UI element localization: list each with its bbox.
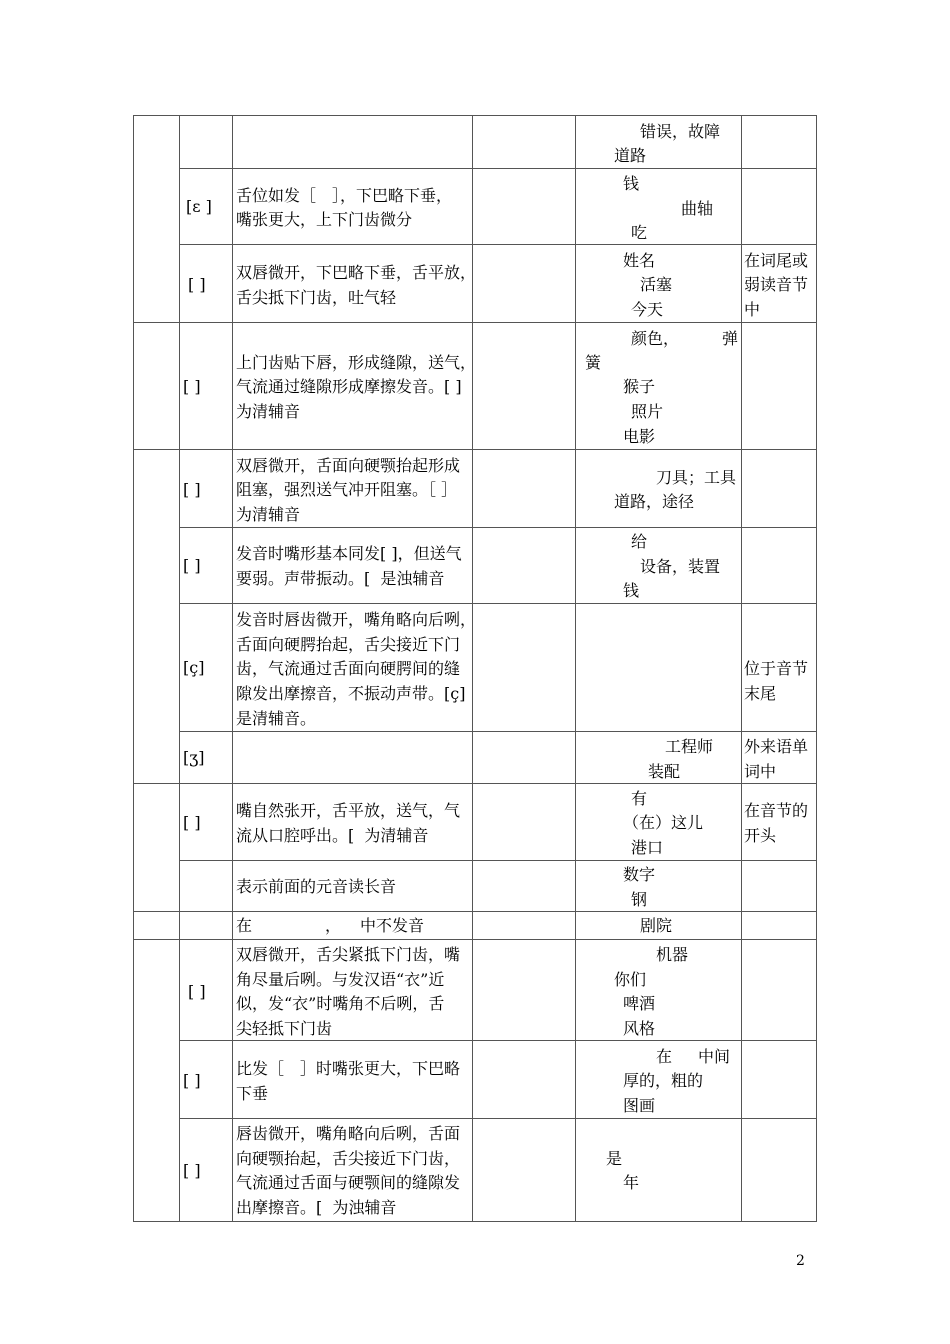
description-line: 双唇微开，舌尖紧抵下门齿，嘴 [236,945,461,964]
example-text: 猴子 [623,377,656,396]
row-divider [179,860,817,861]
table-border [133,115,134,1222]
description-line: 为清辅音 [236,505,301,524]
example-text: 钱 [623,174,640,193]
row-divider [179,603,817,604]
description-line: 发音时唇齿微开，嘴角略向后咧， [236,610,477,629]
description-line: 出摩擦音。[ 为浊辅音 [236,1198,397,1217]
note-text: 在音节的 [744,801,809,820]
example-text: 电影 [623,427,656,446]
description-line: 尖轻抵下门齿 [236,1019,333,1038]
example-text: 给 [631,532,648,551]
example-text: 装配 [648,762,681,781]
note-text: 中 [744,300,761,319]
example-text: 剧院 [640,916,673,935]
example-text: 道路，途径 [614,492,695,511]
table-divider [179,115,180,1222]
description-line: 隙发出摩擦音，不振动声带。[ç] [236,684,466,703]
table-divider [575,115,576,1222]
row-divider [133,939,817,940]
row-divider [133,449,817,450]
description-line: 为清辅音 [236,402,301,421]
note-text: 开头 [744,826,777,845]
row-divider [133,911,817,912]
phonetic-symbol: [ ] [183,377,201,396]
example-text: 颜色， [631,329,680,348]
description-line: 下垂 [236,1084,269,1103]
example-text: 啤酒 [623,994,656,1013]
description-line: 舌面向硬腭抬起，舌尖接近下门 [236,635,461,654]
example-text: 港口 [631,838,664,857]
example-text: 图画 [623,1096,656,1115]
row-divider [179,527,817,528]
note-text: 外来语单 [744,737,809,756]
example-text: 钢 [631,890,648,909]
description-line: 向硬颚抬起，舌尖接近下门齿， [236,1149,461,1168]
example-text: 有 [631,789,648,808]
example-text: 姓名 [623,251,656,270]
example-text: 簧 [585,353,602,372]
example-text: （在）这儿 [623,813,704,832]
description-line: 齿，气流通过舌面向硬腭间的缝 [236,659,461,678]
description-line: 似，发“衣”时嘴角不后咧，舌 [236,994,445,1013]
row-divider [179,168,817,169]
example-text: 年 [623,1173,640,1192]
note-text: 弱读音节 [744,275,809,294]
description-line: 阻塞，强烈送气冲开阻塞。［ ］ [236,480,458,499]
row-divider [133,783,817,784]
description-line: 双唇微开，下巴略下垂，舌平放， [236,263,477,282]
phonetic-symbol: [ʒ] [183,748,205,767]
description-line: 嘴自然张开，舌平放，送气，气 [236,801,461,820]
phonetic-symbol: [ ] [183,1071,201,1090]
description-line: 是清辅音。 [236,709,317,728]
description-line: 气流通过舌面与硬颚间的缝隙发 [236,1173,461,1192]
example-text: 钱 [623,581,640,600]
phonetic-symbol: [ ] [188,982,206,1001]
example-text: 是 [606,1149,623,1168]
example-text: 刀具；工具 [656,468,737,487]
description-line: 嘴张更大，上下门齿微分 [236,210,413,229]
description-line: 中不发音 [360,916,425,935]
phonetic-symbol: [ ] [183,556,201,575]
page-number: 2 [796,1253,805,1269]
example-text: 错误，故障 [640,122,721,141]
description-line: 表示前面的元音读长音 [236,877,397,896]
example-text: 曲轴 [681,199,714,218]
note-text: 词中 [744,762,777,781]
description-line: 要弱。声带振动。[ 是浊辅音 [236,569,445,588]
description-line: 角尽量后咧。与发汉语“衣”近 [236,970,445,989]
phonetic-symbol: [ ] [183,1161,201,1180]
example-text: 今天 [631,300,664,319]
description-line: 唇齿微开，嘴角略向后咧，舌面 [236,1124,461,1143]
example-text: 道路 [614,146,647,165]
description-line: 比发［ ］时嘴张更大，下巴略 [236,1059,461,1078]
description-line: 舌尖抵下门齿，吐气轻 [236,288,397,307]
example-text: 机器 [656,945,689,964]
table-divider [232,115,233,1222]
description-line: 舌位如发［ ］，下巴略下垂， [236,186,453,205]
row-divider [179,244,817,245]
example-text: 风格 [623,1019,656,1038]
row-divider [133,322,817,323]
description-line: 气流通过缝隙形成摩擦发音。[ ] [236,377,462,396]
description-line: ， [325,916,342,935]
description-line: 发音时嘴形基本同发[ ]，但送气 [236,544,462,563]
example-text: 弹 [722,329,739,348]
description-line: 流从口腔呼出。[ 为清辅音 [236,826,429,845]
table-border [816,115,817,1222]
table-border [133,1221,817,1222]
note-text: 位于音节 [744,659,809,678]
example-text: 你们 [614,970,647,989]
example-text: 数字 [623,865,656,884]
example-text: 吃 [631,223,648,242]
row-divider [179,731,817,732]
example-text: 工程师 [665,737,714,756]
description-line: 上门齿贴下唇，形成缝隙，送气， [236,353,477,372]
description-line: 在 [236,916,253,935]
example-text: 在 [656,1047,673,1066]
phonetic-symbol: [ç] [183,658,205,677]
note-text: 在词尾或 [744,251,809,270]
description-line: 双唇微开，舌面向硬颚抬起形成 [236,456,461,475]
row-divider [179,1118,817,1119]
example-text: 活塞 [640,275,673,294]
example-text: 厚的，粗的 [623,1071,704,1090]
phonetic-symbol: [ ] [183,480,201,499]
phonetic-symbol: [ ] [188,275,206,294]
phonetic-symbol: [ɛ ] [186,197,212,216]
note-text: 末尾 [744,684,777,703]
table-divider [741,115,742,1222]
phonetic-symbol: [ ] [183,813,201,832]
example-text: 照片 [631,402,664,421]
example-text: 设备，装置 [640,557,721,576]
table-border [133,115,817,116]
example-text: 中间 [698,1047,731,1066]
